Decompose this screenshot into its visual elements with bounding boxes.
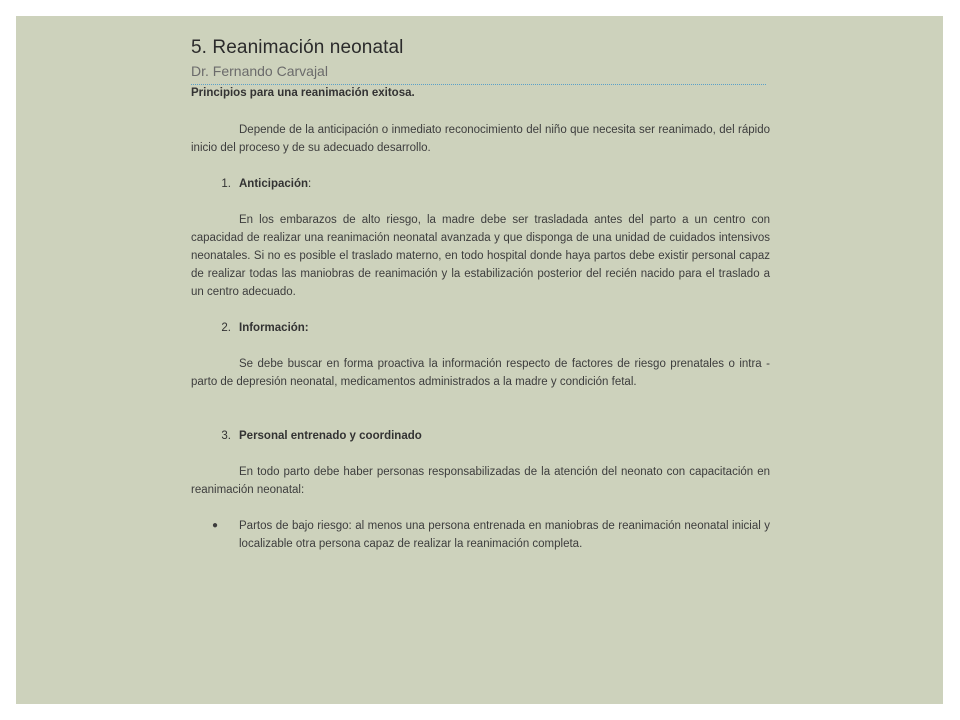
item-2-paragraph: Se debe buscar en forma proactiva la información respecto de factores de riesgo prenatales o intra - parto de depresión neonatal, medicamentos administrados a la madre y condición fetal. xyxy=(191,358,770,388)
document-author: Dr. Fernando Carvajal xyxy=(191,63,328,79)
item-number: 2. xyxy=(221,322,231,334)
section-heading: Principios para una reanimación exitosa. xyxy=(191,87,415,99)
title-divider xyxy=(191,84,766,85)
item-label: Información: xyxy=(239,322,309,334)
numbered-item-2 xyxy=(191,319,770,337)
bullet-icon: ● xyxy=(211,520,219,531)
intro-paragraph: Depende de la anticipación o inmediato reconocimiento del niño que necesita ser reanimado, del rápido inicio del proceso y de su adecuado desarrollo. xyxy=(191,124,770,154)
document-body xyxy=(191,36,770,553)
item-label: Anticipación xyxy=(239,178,309,190)
document-title: 5. Reanimación neonatal xyxy=(191,37,404,58)
item-1-paragraph: En los embarazos de alto riesgo, la madre debe ser trasladada antes del parto a un centro con capacidad de realizar una reanimación neonatal avanzada y que disponga de una unidad de cuidados intensivos neonatales. Si no es posible el traslado materno, en todo hospital donde haya partos debe existir personal capaz de realizar todas las maniobras de reanimación y la estabilización posterior del recién nacido para el traslado a un centro adecuado. xyxy=(191,214,770,298)
item-label-wrap xyxy=(239,175,311,193)
bullet-text: Partos de bajo riesgo: al menos una persona entrenada en maniobras de reanimación neonatal inicial y localizable otra persona capaz de realizar la reanimación completa. xyxy=(239,520,770,550)
item-suffix: : xyxy=(308,178,312,190)
bullet-item xyxy=(191,517,770,553)
numbered-item-1 xyxy=(191,175,770,193)
item-number: 1. xyxy=(221,178,231,190)
item-label: Personal entrenado y coordinado xyxy=(239,430,422,442)
slide xyxy=(16,16,943,704)
numbered-item-3 xyxy=(191,427,770,445)
item-3-paragraph: En todo parto debe haber personas responsabilizadas de la atención del neonato con capacitación en reanimación neonatal: xyxy=(191,466,770,496)
item-number: 3. xyxy=(221,430,231,442)
